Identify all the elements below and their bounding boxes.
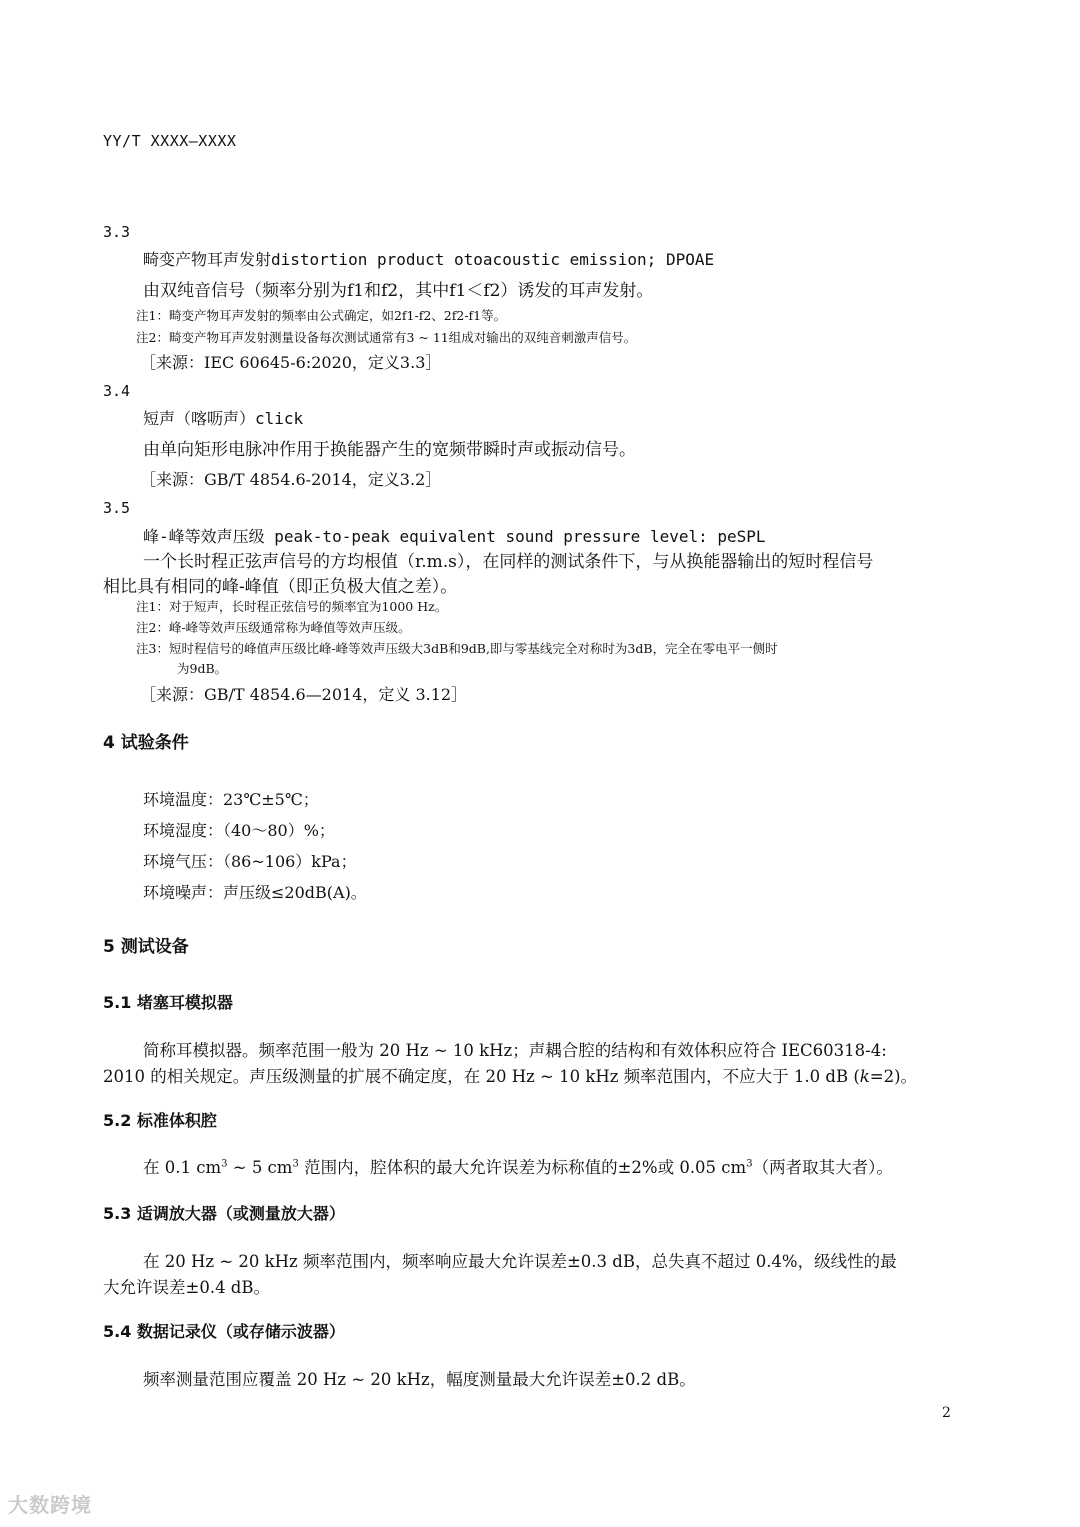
note-1-pespl: 注1：对于短声，长时程正弦信号的频率宜为1000 Hz。 — [136, 599, 448, 614]
note-2-dpoae: 注2：畸变产物耳声发射测量设备每次测试通常有3 ~ 11组成对输出的双纯音刺激声信号。 — [136, 330, 637, 345]
definition-dpoae: 由双纯音信号（频率分别为f1和f2，其中f1＜f2）诱发的耳声发射。 — [143, 281, 654, 301]
cube-superscript-3: 3 — [746, 1158, 753, 1170]
definition-pespl-line-1: 一个长时程正弦声信号的方均根值（r.m.s），在同样的测试条件下，与从换能器输出的短时程信号 — [143, 552, 874, 572]
env-pressure: 环境气压：（86~106）kPa； — [143, 852, 357, 871]
cube-superscript-1: 3 — [221, 1158, 228, 1170]
term-pespl: 峰-峰等效声压级 peak-to-peak equivalent sound pressure level: peSPL — [143, 527, 766, 546]
section-5-1-line-2 — [103, 1063, 917, 1087]
section-5-1-line-1: 简称耳模拟器。频率范围一般为 20 Hz ~ 10 kHz；声耦合腔的结构和有效体积应符合 IEC60318-4: — [143, 1041, 887, 1060]
cube-superscript-2: 3 — [292, 1158, 299, 1170]
note-3-pespl-line-1: 注3：短时程信号的峰值声压级比峰-峰等效声压级大3dB和9dB,即与零基线完全对称时为3dB，完全在零电平一侧时 — [136, 641, 778, 656]
section-5-2-text — [143, 1154, 893, 1178]
section-5-3-line-1: 在 20 Hz ~ 20 kHz 频率范围内，频率响应最大允许误差±0.3 dB，总失真不超过 0.4%，级线性的最 — [143, 1252, 897, 1271]
section-5-4-heading: 5.4 数据记录仪（或存储示波器） — [103, 1322, 345, 1341]
section-number-3-4: 3.4 — [103, 382, 131, 400]
section-5-1-line-2-text: 2010 的相关规定。声压级测量的扩展不确定度，在 20 Hz ~ 10 kHz 频率范围内，不应大于 1.0 dB ( — [103, 1067, 860, 1086]
section-5-1-line-2-end: =2)。 — [869, 1067, 918, 1086]
env-noise: 环境噪声：声压级≤20dB(A)。 — [143, 883, 367, 902]
section-4-heading: 4 试验条件 — [103, 733, 189, 753]
section-5-2-text-d: （两者取其大者）。 — [752, 1158, 893, 1177]
note-3-pespl-line-2: 为9dB。 — [177, 661, 228, 676]
note-1-dpoae: 注1：畸变产物耳声发射的频率由公式确定，如2f1-f2、2f2-f1等。 — [136, 308, 507, 323]
coverage-factor-k: k — [859, 1067, 870, 1086]
source-dpoae: ［来源：IEC 60645-6:2020，定义3.3］ — [140, 353, 442, 372]
source-pespl: ［来源：GB/T 4854.6—2014，定义 3.12］ — [140, 685, 468, 704]
section-5-1-heading: 5.1 堵塞耳模拟器 — [103, 993, 233, 1012]
document-code-header: YY/T XXXX—XXXX — [103, 132, 237, 150]
env-temperature: 环境温度：23℃±5℃； — [143, 790, 319, 809]
env-humidity: 环境湿度：（40～80）%； — [143, 821, 335, 840]
note-2-pespl: 注2：峰-峰等效声压级通常称为峰值等效声压级。 — [136, 620, 411, 635]
section-5-3-line-2: 大允许误差±0.4 dB。 — [103, 1278, 270, 1297]
section-5-2-text-a: 在 0.1 cm — [143, 1158, 222, 1177]
term-dpoae: 畸变产物耳声发射distortion product otoacoustic emission; DPOAE — [143, 250, 715, 269]
section-5-2-heading: 5.2 标准体积腔 — [103, 1111, 217, 1130]
term-click: 短声（喀呖声）click — [143, 409, 304, 428]
definition-pespl-line-2: 相比具有相同的峰-峰值（即正负极大值之差）。 — [103, 577, 458, 597]
section-5-4-line-1: 频率测量范围应覆盖 20 Hz ~ 20 kHz，幅度测量最大允许误差±0.2 dB。 — [143, 1370, 696, 1389]
section-5-3-heading: 5.3 适调放大器（或测量放大器） — [103, 1204, 345, 1223]
section-5-2-text-c: 范围内，腔体积的最大允许误差为标称值的±2%或 0.05 cm — [298, 1158, 747, 1177]
section-5-2-text-b: ~ 5 cm — [227, 1158, 293, 1177]
section-number-3-5: 3.5 — [103, 499, 131, 517]
definition-click: 由单向矩形电脉冲作用于换能器产生的宽频带瞬时声或振动信号。 — [143, 440, 636, 460]
section-number-3-3: 3.3 — [103, 223, 131, 241]
section-5-heading: 5 测试设备 — [103, 937, 189, 957]
source-click: ［来源：GB/T 4854.6-2014，定义3.2］ — [140, 470, 442, 489]
watermark-logo: 大数跨境 — [8, 1493, 92, 1517]
page-number: 2 — [942, 1405, 951, 1421]
